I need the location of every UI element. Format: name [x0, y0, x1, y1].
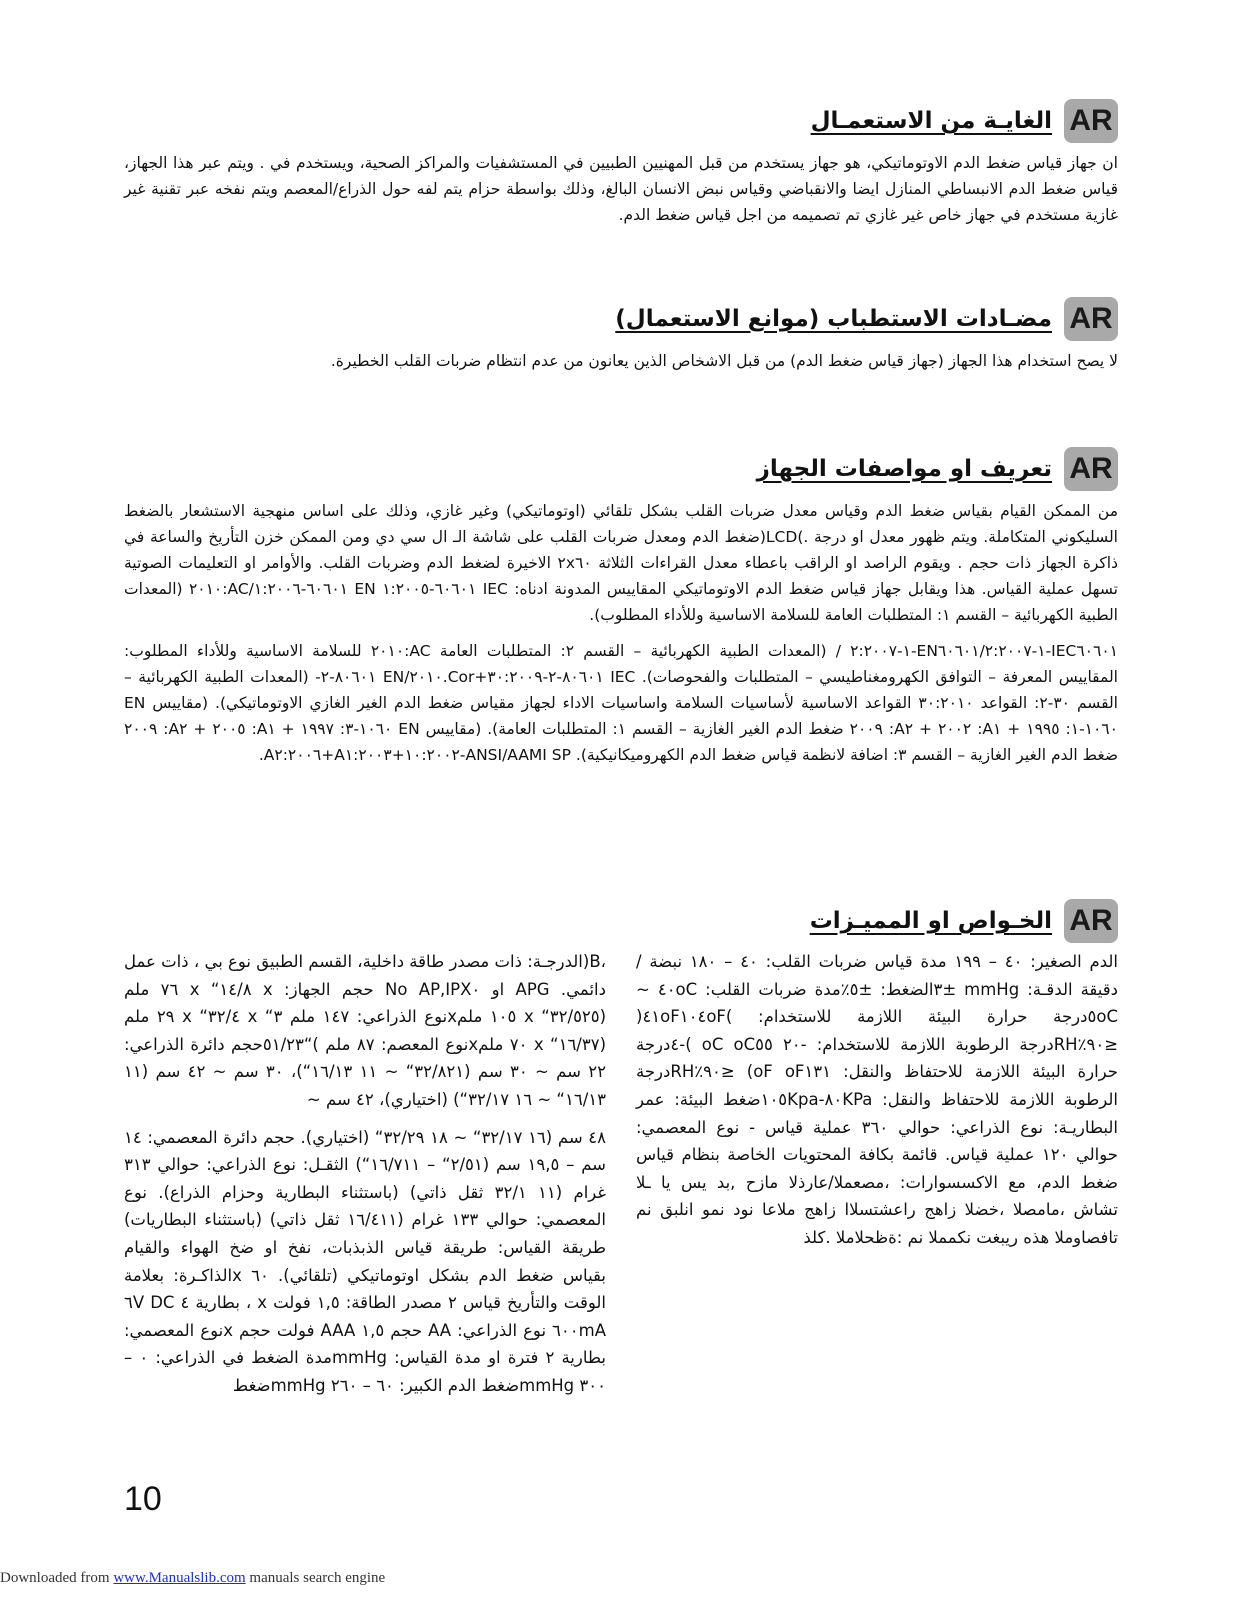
footer-suffix: manuals search engine [245, 1570, 386, 1586]
features-left-text-2: ٤٨ سم (١٦ ٣٢/١٧“ ~ ١٨ ٣٢/٢٩“ (اختياري). حجم دائرة المعصمي: ١٤ سم – ١٩,٥ سم (٢/٥١“ – ١٦/٧١١“) الثقـل: نوع الذراعي: حوالي ٣١٣ غرام (١١ ٣٢/١ ثقل ذاتي) (باستثناء البطارية وحزام الذراع). نوع المعصمي: حوالي ١٣٣ غرام (١٦/٤١١ ثقل ذاتي) (باستثناء البطاريات) طريقة القياس: طريقة قياس الذبذبات، نفخ او ضخ الهواء والقيام بقياس ضغط الدم بشكل اوتوماتيكي (تلقائي). ٦٠ xالذاكـرة: بعلامة الوقت والتأريخ قياس ٢ مصدر الطاقة: ١,٥ فولت x ، بطارية ٤ DC ٦V ٦٠٠mA نوع الذراعي: AA حجم ١,٥ AAA فولت حجم xنوع المعصمي: بطارية ٢ فترة او مدة القياس: mmHgمدة الضغط في الذراعي: ٠ – ٣٠٠ mmHgضغط الدم الكبير: ٦٠ – ٢٦٠ mmHgضغط [124, 1127, 607, 1395]
section-header [124, 898, 1118, 944]
features-left-text-1: ،B(الدرجـة: ذات مصدر طاقة داخلية، القسم الطبيق نوع بي ، ذات عمل دائمي. APG او No AP,IPX٠ حجم الجهاز: x ١٤/٨“ x ٧٦ ملم (٣٢/٥٢٥“ x ١٠٥ ملمxنوع الذراعي: ١٤٧ ملم ٣“ x ٣٢/٤“ x ٢٩ ملم (١٦/٣٧“ x ٧٠ ملمxنوع المعصم: ٨٧ ملم )“٥١/٢٣حجم دائرة الذراعي: ٢٢ سم ~ ٣٠ سم (٣٢/٨٢١“ ~ ١١ ١٦/١٣“)، ٣٠ سم ~ ٤٢ سم (١١ ١٦/١٣“ ~ ١٦ ٣٢/١٧“) (اختياري)، ٤٢ سم ~ [124, 952, 607, 1109]
section-body-1: من الممكن القيام بقياس ضغط الدم وقياس معدل ضربات القلب بشكل تلقائي (اوتوماتيكي) وغير غازي، وذلك على اساس منهجية الاستشعار بالضغط السليكوني المتكاملة. ويتم ظهور معدل او درجة .)LCD(ضغط الدم ومعدل ضربات القلب على شاشة الـ ال سي دي ومن الممكن خزن التأريخ والساعة في ذاكرة الجهاز ذات حجم . ويقوم الراصد او الراقب باعطاء معدل القراءات الثلاثة ٢x٦٠ الاخيرة لضغط الدم وضربات القلب. والأوامر او التعليمات الصوتية تسهل عملية القياس. هذا ويقابل جهاز قياس ضغط الدم الاوتوماتيكي المقاييس المدونة ادناه: IEC ٦٠٦٠١-١:٢٠٠٥ EN ٦٠٦٠١-١:٢٠٠٦/AC:٢٠١٠ (المعدات الطبية الكهربائية – القسم ١: المتطلبات العامة للسلامة الاساسية وللأداء المطلوب). [124, 502, 1118, 624]
language-badge: AR [1064, 447, 1118, 491]
section-purpose [124, 98, 1118, 228]
section-header [124, 446, 1118, 492]
section-header [124, 98, 1118, 144]
features-columns [124, 948, 1118, 1400]
section-body: ان جهاز قياس ضغط الدم الاوتوماتيكي، هو جهاز يستخدم من قبل المهنيين الطبيين في المستشفيات والمراكز الصحية، ويستخدم في . ويتم عبر هذا الجهاز، قياس ضغط الدم الانبساطي المنازل ايضا والانقباضي وقياس نبض الانسان البالغ، وذلك بواسطة حزام يتم لفه حول الذراع/المعصم ويتم نفخه عبر تقنية غير غازية مستخدم في جهاز خاص غير غازي تم تصميمه من اجل قياس ضغط الدم. [124, 154, 1118, 224]
section-features [124, 898, 1118, 1400]
section-body-2: IEC٦٠٦٠١-١-٢:٢٠٠٧/EN٦٠٦٠١-١-٢:٢٠٠٧ / (المعدات الطبية الكهربائية – القسم ٢: المتطلبات العامة AC:٢٠١٠ للسلامة الاساسية وللأداء المطلوب: المقاييس المعرفة – التوافق الكهرومغناطيسي – المتطلبات والفحوصات). IEC ٨٠٦٠١-٢-٣٠:٢٠٠٩+Cor.٢٠١٠/EN ٨٠٦٠١-٢- (المعدات الطبية الكهربائية – القسم ٣٠-٢: القواعد ٣٠:٢٠١٠ القواعد الاساسية لأساسيات السلامة واساسيات الاداء لجهاز مقياس ضغط الدم الغير الغازي الاوتوماتيكي). (مقاييس EN ١٠٦٠-١: ١٩٩٥ + A١: ٢٠٠٢ + A٢: ٢٠٠٩ ضغط الدم الغير الغازية – القسم ١: المتطلبات العامة). (مقاييس EN ١٠٦٠-٣: ١٩٩٧ + A١: ٢٠٠٥ + A٢: ٢٠٠٩ ضغط الدم الغير الغازية – القسم ٣: اضافة لانظمة قياس ضغط الدم الكهروميكانيكية). ANSI/AAMI SP-١٠:٢٠٠٢+A١:٢٠٠٣+A٢:٢٠٠٦. [124, 642, 1118, 764]
section-title: الخـواص او المميـزات [809, 908, 1052, 934]
section-body: لا يصح استخدام هذا الجهاز (جهاز قياس ضغط الدم) من قبل الاشخاص الذين يعانون من عدم انتظام ضربات القلب الخطيرة. [330, 352, 1118, 370]
footer-link[interactable]: www.Manualslib.com [113, 1570, 246, 1586]
section-contraindications [124, 296, 1118, 374]
section-title: تعريف او مواصفات الجهاز [756, 456, 1052, 482]
section-description [124, 446, 1118, 768]
section-header [124, 296, 1118, 342]
features-right-column [636, 948, 1118, 1400]
features-right-text: الدم الصغير: ٤٠ – ١٩٩ مدة قياس ضربات القلب: ٤٠ – ١٨٠ نبضة / دقيقة الدقـة: mmHg ±٣الضغط: ±٥٪مدة ضربات القلب: ٤٠oC ~ ٥oCدرجة حرارة البيئة اللازمة للاستخدام: )٤١oF١٠٤oF( ≤٩٠٪RHدرجة الرطوبة اللازمة للاستخدام: -٢٠ oC oC٥٥ )-٤درجة حرارة البيئة اللازمة للاحتفاظ والنقل: oF oF١٣١) ≤٩٠٪RHدرجة الرطوبة اللازمة للاحتفاظ والنقل: ٨٠KPa-١٠٥Kpaضغط البيئة: عمر البطاريـة: نوع الذراعي: حوالي ٣٦٠ عملية قياس - نوع المعصمي: حوالي ١٢٠ عملية قياس. قائمة بكافة المحتويات الخاصة بنظام قياس ضغط الدم، مع الاكسسوارات: ،مصعملا/عارذلا مازح ,بد يس يا ـلا تشاش ،مامصلا ،خضلا زاهج راعشتسلاا زاهج ملاعا نود نمو انلبق نم تافصاوملا هذه ريبغت نكمملا نم :ةظحلاملا .كلذ [636, 952, 1119, 1247]
footer [0, 1570, 385, 1587]
section-title: الغايـة من الاستعمـال [810, 108, 1052, 134]
footer-prefix: Downloaded from [0, 1570, 114, 1586]
language-badge: AR [1064, 99, 1118, 143]
section-title: مضـادات الاستطباب (موانع الاستعمال) [615, 306, 1052, 332]
features-left-column [124, 948, 606, 1400]
language-badge: AR [1064, 899, 1118, 943]
language-badge: AR [1064, 297, 1118, 341]
page-number: 10 [124, 1480, 162, 1518]
